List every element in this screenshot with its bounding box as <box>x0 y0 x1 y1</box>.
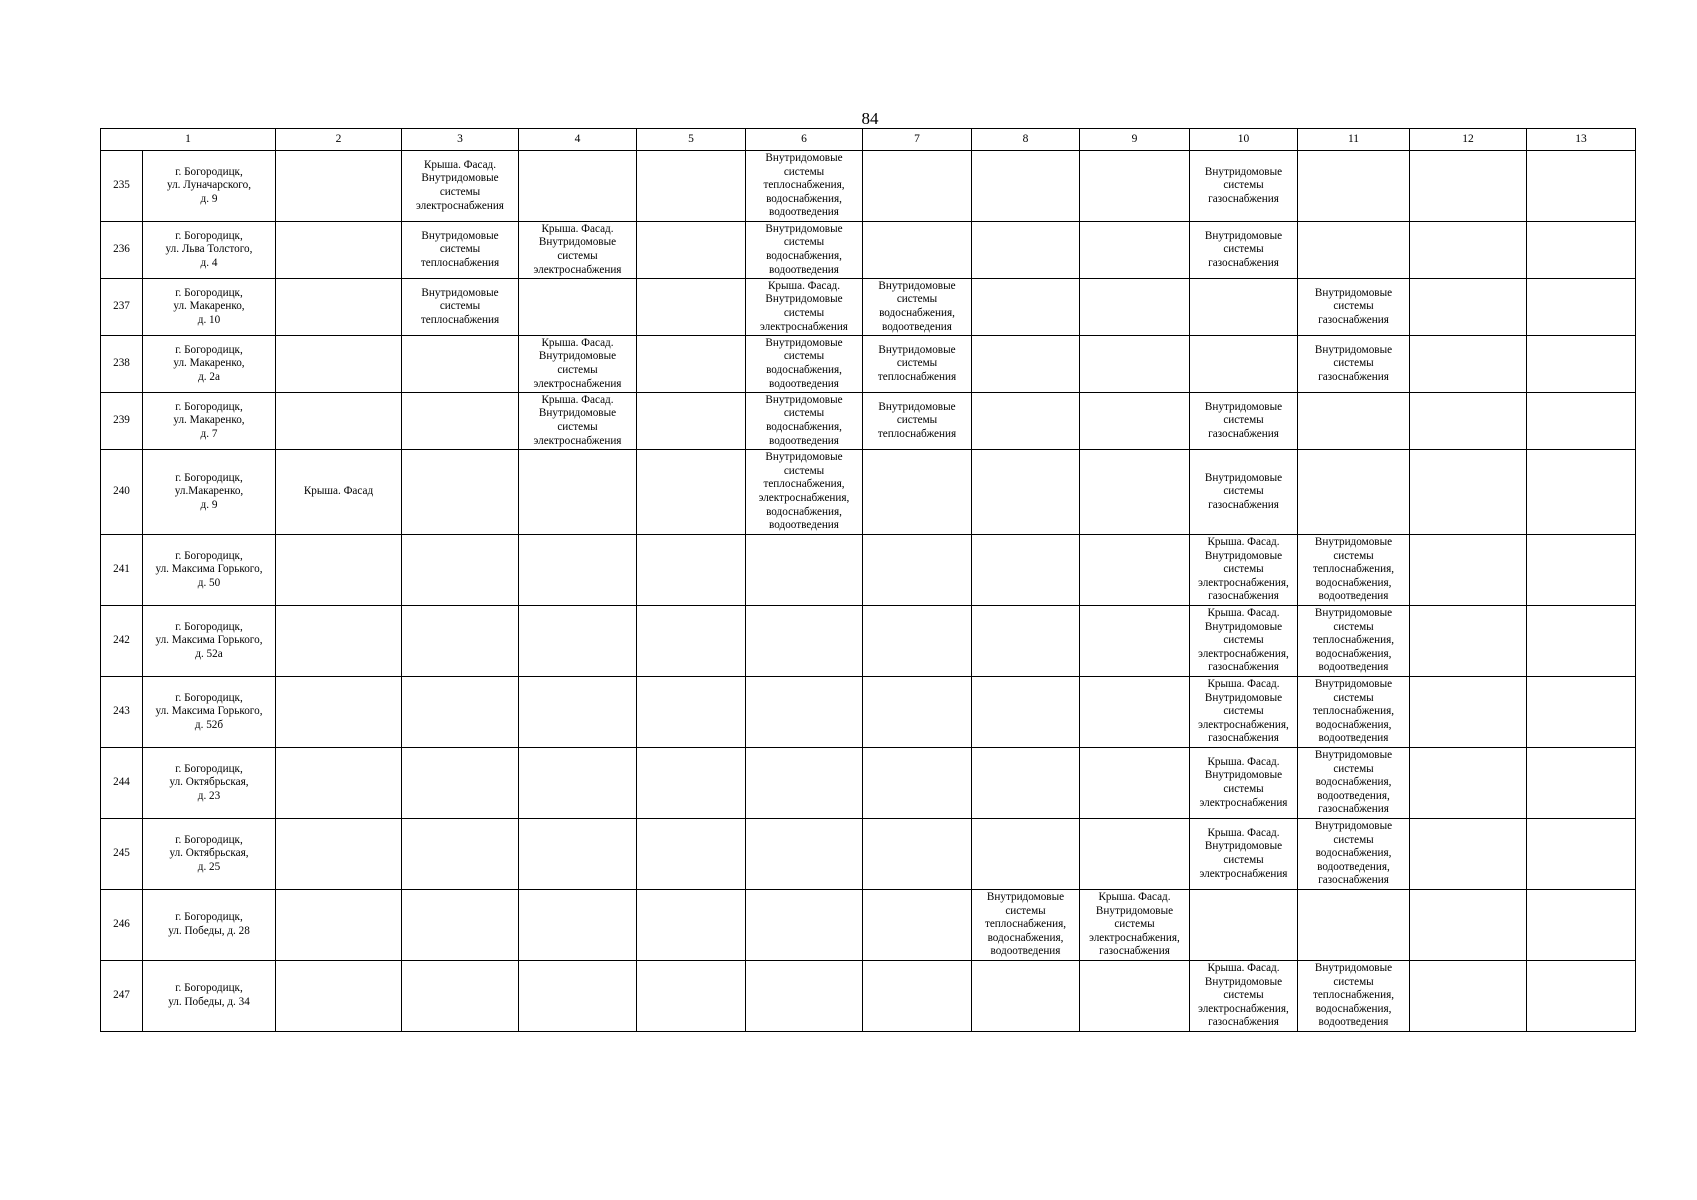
work-cell-col-13 <box>1527 890 1636 961</box>
row-number: 240 <box>101 450 143 535</box>
work-cell-col-5 <box>637 890 746 961</box>
work-cell-col-10: Крыша. Фасад. Внутридомовые системы электроснабжения, газоснабжения <box>1190 606 1298 677</box>
address-cell: г. Богородицк, ул. Макаренко, д. 7 <box>143 393 276 450</box>
work-cell-col-2 <box>276 279 402 336</box>
work-cell-col-11: Внутридомовые системы газоснабжения <box>1298 279 1410 336</box>
table-body <box>101 129 1636 1032</box>
work-cell-col-10: Крыша. Фасад. Внутридомовые системы электроснабжения, газоснабжения <box>1190 535 1298 606</box>
work-cell-col-11: Внутридомовые системы газоснабжения <box>1298 336 1410 393</box>
work-cell-col-4 <box>519 606 637 677</box>
work-cell-col-9 <box>1080 450 1190 535</box>
table-row <box>101 890 1636 961</box>
work-cell-col-9 <box>1080 279 1190 336</box>
work-cell-col-11: Внутридомовые системы теплоснабжения, водоснабжения, водоотведения <box>1298 535 1410 606</box>
work-cell-col-3 <box>402 393 519 450</box>
column-number-header: 8 <box>972 129 1080 151</box>
work-cell-col-9 <box>1080 819 1190 890</box>
work-cell-col-7: Внутридомовые системы теплоснабжения <box>863 336 972 393</box>
work-cell-col-7 <box>863 151 972 222</box>
work-cell-col-11 <box>1298 450 1410 535</box>
work-cell-col-4 <box>519 535 637 606</box>
work-cell-col-7 <box>863 535 972 606</box>
address-cell: г. Богородицк, ул.Макаренко, д. 9 <box>143 450 276 535</box>
work-cell-col-8 <box>972 819 1080 890</box>
table-row <box>101 748 1636 819</box>
work-cell-col-5 <box>637 151 746 222</box>
work-cell-col-6 <box>746 748 863 819</box>
work-cell-col-10: Внутридомовые системы газоснабжения <box>1190 393 1298 450</box>
row-number: 239 <box>101 393 143 450</box>
work-cell-col-2 <box>276 890 402 961</box>
work-cell-col-9 <box>1080 393 1190 450</box>
work-cell-col-7 <box>863 819 972 890</box>
table-row <box>101 677 1636 748</box>
column-number-header: 3 <box>402 129 519 151</box>
work-cell-col-12 <box>1410 222 1527 279</box>
work-cell-col-2 <box>276 748 402 819</box>
work-cell-col-10 <box>1190 890 1298 961</box>
work-cell-col-3 <box>402 535 519 606</box>
work-cell-col-5 <box>637 222 746 279</box>
work-cell-col-8 <box>972 606 1080 677</box>
work-cell-col-3 <box>402 890 519 961</box>
work-cell-col-5 <box>637 819 746 890</box>
work-cell-col-11: Внутридомовые системы водоснабжения, водоотведения, газоснабжения <box>1298 819 1410 890</box>
work-cell-col-7 <box>863 890 972 961</box>
work-cell-col-11 <box>1298 151 1410 222</box>
row-number: 237 <box>101 279 143 336</box>
work-cell-col-9 <box>1080 961 1190 1032</box>
work-cell-col-11 <box>1298 393 1410 450</box>
work-cell-col-5 <box>637 336 746 393</box>
work-cell-col-13 <box>1527 819 1636 890</box>
address-cell: г. Богородицк, ул. Макаренко, д. 2а <box>143 336 276 393</box>
address-cell: г. Богородицк, ул. Максима Горького, д. 50 <box>143 535 276 606</box>
column-number-header: 4 <box>519 129 637 151</box>
row-number: 247 <box>101 961 143 1032</box>
work-cell-col-2 <box>276 606 402 677</box>
work-cell-col-4 <box>519 279 637 336</box>
work-cell-col-10 <box>1190 336 1298 393</box>
work-cell-col-3 <box>402 961 519 1032</box>
work-cell-col-4 <box>519 748 637 819</box>
table-row <box>101 819 1636 890</box>
column-number-header: 5 <box>637 129 746 151</box>
work-cell-col-4 <box>519 450 637 535</box>
work-cell-col-11: Внутридомовые системы теплоснабжения, водоснабжения, водоотведения <box>1298 961 1410 1032</box>
work-cell-col-2: Крыша. Фасад <box>276 450 402 535</box>
work-cell-col-11 <box>1298 890 1410 961</box>
work-cell-col-12 <box>1410 151 1527 222</box>
column-number-header: 6 <box>746 129 863 151</box>
work-cell-col-10: Крыша. Фасад. Внутридомовые системы электроснабжения <box>1190 748 1298 819</box>
work-cell-col-5 <box>637 450 746 535</box>
row-number: 244 <box>101 748 143 819</box>
work-cell-col-12 <box>1410 819 1527 890</box>
work-cell-col-10: Крыша. Фасад. Внутридомовые системы электроснабжения <box>1190 819 1298 890</box>
table-row <box>101 393 1636 450</box>
repair-schedule-table <box>100 128 1636 1032</box>
work-cell-col-2 <box>276 393 402 450</box>
work-cell-col-4: Крыша. Фасад. Внутридомовые системы электроснабжения <box>519 393 637 450</box>
work-cell-col-13 <box>1527 393 1636 450</box>
work-cell-col-12 <box>1410 450 1527 535</box>
row-number: 246 <box>101 890 143 961</box>
work-cell-col-2 <box>276 151 402 222</box>
work-cell-col-3: Внутридомовые системы теплоснабжения <box>402 279 519 336</box>
work-cell-col-5 <box>637 393 746 450</box>
work-cell-col-3 <box>402 819 519 890</box>
work-cell-col-13 <box>1527 677 1636 748</box>
work-cell-col-11 <box>1298 222 1410 279</box>
work-cell-col-9 <box>1080 151 1190 222</box>
address-cell: г. Богородицк, ул. Льва Толстого, д. 4 <box>143 222 276 279</box>
work-cell-col-2 <box>276 222 402 279</box>
work-cell-col-4 <box>519 961 637 1032</box>
work-cell-col-3 <box>402 606 519 677</box>
table-row <box>101 279 1636 336</box>
column-number-header: 7 <box>863 129 972 151</box>
address-cell: г. Богородицк, ул. Победы, д. 34 <box>143 961 276 1032</box>
work-cell-col-4: Крыша. Фасад. Внутридомовые системы электроснабжения <box>519 222 637 279</box>
work-cell-col-5 <box>637 677 746 748</box>
address-cell: г. Богородицк, ул. Макаренко, д. 10 <box>143 279 276 336</box>
column-number-header: 13 <box>1527 129 1636 151</box>
work-cell-col-2 <box>276 677 402 748</box>
work-cell-col-8: Внутридомовые системы теплоснабжения, водоснабжения, водоотведения <box>972 890 1080 961</box>
work-cell-col-3 <box>402 450 519 535</box>
work-cell-col-8 <box>972 961 1080 1032</box>
table-row <box>101 961 1636 1032</box>
work-cell-col-8 <box>972 336 1080 393</box>
work-cell-col-11: Внутридомовые системы водоснабжения, водоотведения, газоснабжения <box>1298 748 1410 819</box>
work-cell-col-13 <box>1527 450 1636 535</box>
work-cell-col-13 <box>1527 151 1636 222</box>
work-cell-col-3: Внутридомовые системы теплоснабжения <box>402 222 519 279</box>
work-cell-col-13 <box>1527 336 1636 393</box>
work-cell-col-2 <box>276 336 402 393</box>
work-cell-col-5 <box>637 535 746 606</box>
work-cell-col-6 <box>746 961 863 1032</box>
column-number-header: 11 <box>1298 129 1410 151</box>
header-row <box>101 129 1636 151</box>
work-cell-col-5 <box>637 961 746 1032</box>
work-cell-col-10 <box>1190 279 1298 336</box>
work-cell-col-7: Внутридомовые системы теплоснабжения <box>863 393 972 450</box>
work-cell-col-6 <box>746 819 863 890</box>
column-number-header: 10 <box>1190 129 1298 151</box>
work-cell-col-9: Крыша. Фасад. Внутридомовые системы электроснабжения, газоснабжения <box>1080 890 1190 961</box>
work-cell-col-8 <box>972 535 1080 606</box>
address-cell: г. Богородицк, ул. Луначарского, д. 9 <box>143 151 276 222</box>
work-cell-col-9 <box>1080 677 1190 748</box>
work-cell-col-9 <box>1080 606 1190 677</box>
row-number: 243 <box>101 677 143 748</box>
work-cell-col-4 <box>519 677 637 748</box>
column-number-header: 9 <box>1080 129 1190 151</box>
work-cell-col-10: Крыша. Фасад. Внутридомовые системы электроснабжения, газоснабжения <box>1190 961 1298 1032</box>
work-cell-col-6 <box>746 890 863 961</box>
work-cell-col-4 <box>519 151 637 222</box>
column-number-header: 12 <box>1410 129 1527 151</box>
column-number-header: 2 <box>276 129 402 151</box>
work-cell-col-2 <box>276 535 402 606</box>
work-cell-col-12 <box>1410 890 1527 961</box>
work-cell-col-8 <box>972 450 1080 535</box>
work-cell-col-7 <box>863 677 972 748</box>
work-cell-col-9 <box>1080 336 1190 393</box>
work-cell-col-6 <box>746 606 863 677</box>
work-cell-col-13 <box>1527 535 1636 606</box>
work-cell-col-5 <box>637 606 746 677</box>
work-cell-col-4 <box>519 819 637 890</box>
page-number: 84 <box>861 109 879 128</box>
work-cell-col-6: Внутридомовые системы водоснабжения, водоотведения <box>746 393 863 450</box>
work-cell-col-13 <box>1527 961 1636 1032</box>
work-cell-col-12 <box>1410 535 1527 606</box>
work-cell-col-3 <box>402 748 519 819</box>
work-cell-col-7 <box>863 222 972 279</box>
table-row <box>101 151 1636 222</box>
work-cell-col-3 <box>402 336 519 393</box>
work-cell-col-8 <box>972 393 1080 450</box>
address-cell: г. Богородицк, ул. Октябрьская, д. 23 <box>143 748 276 819</box>
work-cell-col-6: Внутридомовые системы теплоснабжения, электроснабжения, водоснабжения, водоотведения <box>746 450 863 535</box>
work-cell-col-6 <box>746 677 863 748</box>
work-cell-col-9 <box>1080 222 1190 279</box>
column-number-header: 1 <box>101 129 276 151</box>
work-cell-col-7 <box>863 961 972 1032</box>
work-cell-col-5 <box>637 279 746 336</box>
address-cell: г. Богородицк, ул. Победы, д. 28 <box>143 890 276 961</box>
work-cell-col-8 <box>972 222 1080 279</box>
work-cell-col-12 <box>1410 279 1527 336</box>
work-cell-col-13 <box>1527 748 1636 819</box>
address-cell: г. Богородицк, ул. Максима Горького, д. 52б <box>143 677 276 748</box>
work-cell-col-13 <box>1527 222 1636 279</box>
work-cell-col-12 <box>1410 677 1527 748</box>
table-row <box>101 535 1636 606</box>
work-cell-col-4: Крыша. Фасад. Внутридомовые системы электроснабжения <box>519 336 637 393</box>
table-row <box>101 222 1636 279</box>
work-cell-col-9 <box>1080 535 1190 606</box>
work-cell-col-6: Внутридомовые системы водоснабжения, водоотведения <box>746 336 863 393</box>
work-cell-col-11: Внутридомовые системы теплоснабжения, водоснабжения, водоотведения <box>1298 606 1410 677</box>
row-number: 238 <box>101 336 143 393</box>
table-row <box>101 450 1636 535</box>
work-cell-col-12 <box>1410 393 1527 450</box>
work-cell-col-12 <box>1410 606 1527 677</box>
work-cell-col-11: Внутридомовые системы теплоснабжения, водоснабжения, водоотведения <box>1298 677 1410 748</box>
work-cell-col-12 <box>1410 748 1527 819</box>
work-cell-col-10: Внутридомовые системы газоснабжения <box>1190 151 1298 222</box>
work-cell-col-12 <box>1410 336 1527 393</box>
work-cell-col-7 <box>863 450 972 535</box>
work-cell-col-7: Внутридомовые системы водоснабжения, водоотведения <box>863 279 972 336</box>
work-cell-col-3: Крыша. Фасад. Внутридомовые системы электроснабжения <box>402 151 519 222</box>
work-cell-col-13 <box>1527 606 1636 677</box>
row-number: 236 <box>101 222 143 279</box>
work-cell-col-4 <box>519 890 637 961</box>
work-cell-col-8 <box>972 677 1080 748</box>
work-cell-col-8 <box>972 151 1080 222</box>
work-cell-col-2 <box>276 819 402 890</box>
table-row <box>101 336 1636 393</box>
work-cell-col-6: Внутридомовые системы теплоснабжения, водоснабжения, водоотведения <box>746 151 863 222</box>
row-number: 235 <box>101 151 143 222</box>
work-cell-col-13 <box>1527 279 1636 336</box>
work-cell-col-7 <box>863 748 972 819</box>
row-number: 245 <box>101 819 143 890</box>
work-cell-col-6 <box>746 535 863 606</box>
work-cell-col-2 <box>276 961 402 1032</box>
work-cell-col-8 <box>972 279 1080 336</box>
work-cell-col-10: Крыша. Фасад. Внутридомовые системы электроснабжения, газоснабжения <box>1190 677 1298 748</box>
work-cell-col-3 <box>402 677 519 748</box>
row-number: 242 <box>101 606 143 677</box>
work-cell-col-12 <box>1410 961 1527 1032</box>
address-cell: г. Богородицк, ул. Октябрьская, д. 25 <box>143 819 276 890</box>
work-cell-col-10: Внутридомовые системы газоснабжения <box>1190 222 1298 279</box>
work-cell-col-8 <box>972 748 1080 819</box>
work-cell-col-5 <box>637 748 746 819</box>
work-cell-col-6: Внутридомовые системы водоснабжения, водоотведения <box>746 222 863 279</box>
work-cell-col-10: Внутридомовые системы газоснабжения <box>1190 450 1298 535</box>
work-cell-col-9 <box>1080 748 1190 819</box>
row-number: 241 <box>101 535 143 606</box>
work-cell-col-7 <box>863 606 972 677</box>
table-row <box>101 606 1636 677</box>
address-cell: г. Богородицк, ул. Максима Горького, д. 52а <box>143 606 276 677</box>
work-cell-col-6: Крыша. Фасад. Внутридомовые системы электроснабжения <box>746 279 863 336</box>
